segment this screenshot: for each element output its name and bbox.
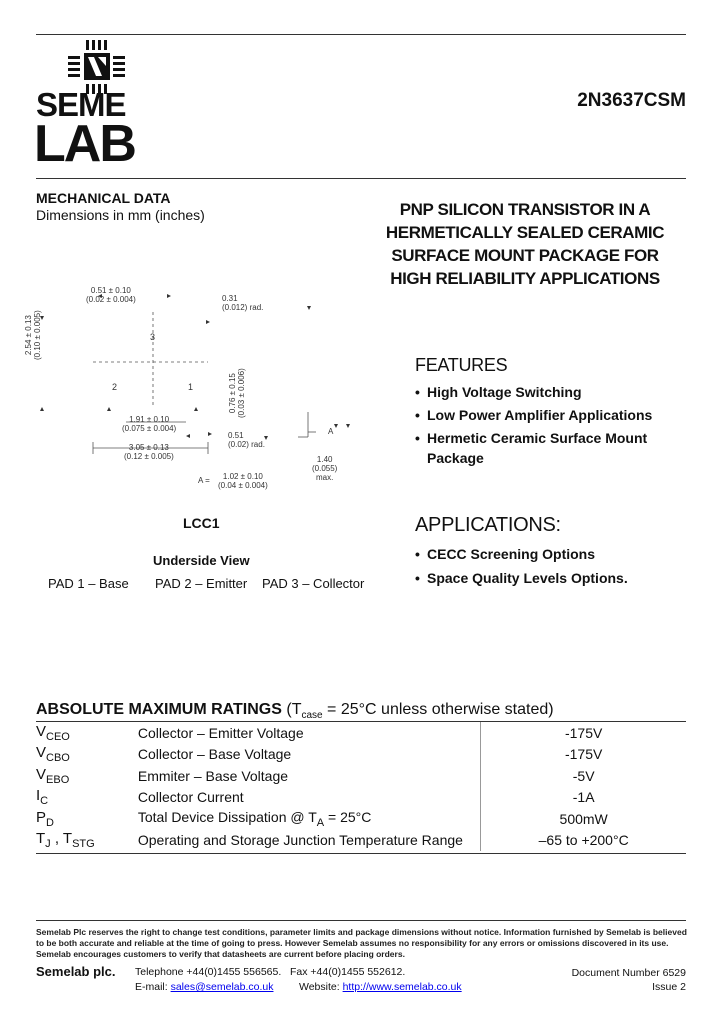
dim-value: (0.03 ± 0.006) bbox=[237, 368, 246, 418]
rating-value: –65 to +200°C bbox=[538, 832, 629, 849]
symbol: V bbox=[36, 765, 47, 783]
rating-symbol-cell bbox=[36, 830, 138, 852]
symbol2: , T bbox=[50, 830, 73, 848]
features-list bbox=[415, 384, 695, 446]
dim-value: 1.02 ± 0.10 bbox=[222, 472, 263, 481]
ratings-row bbox=[36, 722, 686, 744]
rating-description-cell bbox=[138, 744, 481, 766]
ratings-row bbox=[36, 744, 686, 766]
rating-description-cell bbox=[138, 808, 481, 830]
package-name: LCC1 bbox=[183, 515, 220, 531]
dim-value: 0.51 ± 0.10 bbox=[90, 286, 131, 295]
symbol: V bbox=[36, 744, 47, 762]
rating-value: 500mW bbox=[559, 810, 608, 827]
rating-description-cell bbox=[138, 765, 481, 787]
symbol2-sub: STG bbox=[72, 838, 95, 851]
rating-value-cell bbox=[481, 830, 686, 852]
ratings-row bbox=[36, 787, 686, 809]
header-rule bbox=[36, 178, 686, 179]
rating-description-cell bbox=[138, 722, 481, 744]
email-link[interactable]: sales@semelab.co.uk bbox=[170, 981, 274, 993]
symbol-sub: EBO bbox=[46, 773, 70, 786]
description-line: SURFACE MOUNT PACKAGE FOR bbox=[391, 246, 659, 265]
symbol: T bbox=[36, 830, 46, 848]
symbol-sub: CEO bbox=[46, 730, 70, 743]
rating-description-sub: A bbox=[316, 816, 325, 829]
symbol: I bbox=[36, 787, 41, 805]
pin-label: 3 bbox=[150, 332, 156, 342]
rating-symbol-cell bbox=[36, 808, 138, 830]
rating-description-cell bbox=[138, 830, 481, 852]
dim-value: 3.05 ± 0.13 bbox=[128, 443, 169, 452]
feature-item: • Hermetic Ceramic Surface Mount bbox=[415, 430, 695, 446]
rad-label: rad. bbox=[249, 303, 264, 312]
rating-description: Operating and Storage Junction Temperature Range bbox=[137, 832, 463, 849]
rating-symbol-cell bbox=[36, 744, 138, 766]
ratings-table bbox=[36, 722, 686, 851]
footer-rule bbox=[36, 920, 686, 921]
product-description bbox=[350, 198, 700, 290]
dim-value: (0.12 ± 0.005) bbox=[124, 452, 174, 461]
email-label: E-mail: bbox=[135, 981, 168, 993]
dim-label-vertical bbox=[228, 368, 246, 418]
ratings-row bbox=[36, 830, 686, 852]
rating-description: Collector – Emitter Voltage bbox=[137, 724, 304, 741]
rating-value-cell bbox=[481, 787, 686, 809]
rating-value-cell bbox=[481, 808, 686, 830]
rating-value: -1A bbox=[572, 789, 595, 806]
footer-disclaimer bbox=[36, 927, 696, 960]
dim-value: 2.54 ± 0.13 bbox=[24, 315, 33, 356]
symbol-sub: D bbox=[46, 816, 54, 829]
website-label: Website: bbox=[299, 981, 340, 993]
symbol-sub: CBO bbox=[46, 752, 70, 765]
mechanical-subtitle: Dimensions in mm (inches) bbox=[36, 207, 205, 223]
dim-value: max. bbox=[316, 473, 334, 482]
rating-description: Collector Current bbox=[137, 789, 244, 806]
logo-lab-text: LAB bbox=[34, 115, 135, 173]
rating-description: Emmiter – Base Voltage bbox=[137, 767, 289, 784]
disclaimer-line: Semelab Plc reserves the right to change test conditions, parameter limits and package dimensions without notice. Information furnished by Semelab is believed bbox=[36, 927, 687, 937]
description-line: HIGH RELIABILITY APPLICATIONS bbox=[390, 269, 660, 288]
ratings-header bbox=[36, 701, 554, 721]
part-number: 2N3637CSM bbox=[577, 90, 686, 111]
dim-value: (0.04 ± 0.004) bbox=[218, 481, 268, 490]
rating-symbol-cell bbox=[36, 722, 138, 744]
dim-value: 0.76 ± 0.15 bbox=[228, 373, 237, 414]
ratings-row bbox=[36, 765, 686, 787]
description-line: HERMETICALLY SEALED CERAMIC bbox=[385, 223, 665, 242]
dim-value: (0.02) bbox=[228, 440, 249, 449]
rating-value-cell bbox=[481, 744, 686, 766]
rating-description: Collector – Base Voltage bbox=[137, 746, 292, 763]
rating-symbol-cell bbox=[36, 787, 138, 809]
dim-label bbox=[222, 294, 263, 312]
rating-value: -175V bbox=[564, 746, 603, 763]
disclaimer-line: to be both accurate and reliable at the time of going to press. However Semelab assumes no responsibility for any errors or omissions discovered in its use. bbox=[36, 938, 669, 948]
features-title: FEATURES bbox=[415, 355, 508, 375]
company-name: Semelab plc. bbox=[36, 964, 116, 979]
dim-label bbox=[218, 472, 268, 490]
rating-value-cell bbox=[481, 722, 686, 744]
rating-value-cell bbox=[481, 765, 686, 787]
dim-value: (0.10 ± 0.005) bbox=[33, 310, 42, 360]
view-label: Underside View bbox=[153, 553, 250, 568]
mechanical-title: MECHANICAL DATA bbox=[36, 190, 171, 206]
rating-value: -175V bbox=[564, 724, 603, 741]
dim-value: (0.075 ± 0.004) bbox=[122, 424, 177, 433]
applications-list bbox=[415, 546, 695, 586]
application-item: • CECC Screening Options bbox=[415, 546, 695, 562]
feature-item: • High Voltage Switching bbox=[415, 384, 695, 400]
rating-description-post: = 25°C bbox=[324, 808, 372, 825]
dim-label bbox=[124, 443, 174, 461]
ratings-row bbox=[36, 808, 686, 830]
pad-label: PAD 1 – Base bbox=[48, 576, 129, 591]
ratings-cond-sub: case bbox=[301, 710, 323, 722]
dim-label bbox=[122, 415, 176, 433]
pin-label: 2 bbox=[112, 382, 118, 392]
dim-value: 0.51 bbox=[228, 431, 244, 440]
website-row bbox=[299, 981, 462, 993]
ratings-cond-pre: (T bbox=[286, 701, 302, 718]
semelab-logo bbox=[34, 38, 158, 173]
dim-a-equals: A = bbox=[198, 476, 210, 485]
ratings-cond-post: = 25°C unless otherwise stated) bbox=[322, 701, 554, 718]
logo-seme-text: SEME bbox=[36, 86, 126, 123]
description-line: PNP SILICON TRANSISTOR IN A bbox=[399, 200, 651, 219]
email-row bbox=[135, 981, 273, 993]
dim-value: 1.40 bbox=[316, 455, 333, 464]
document-number: Document Number 6529 bbox=[571, 967, 686, 979]
pad-label: PAD 3 – Collector bbox=[262, 576, 365, 591]
ratings-bottom-rule bbox=[36, 853, 686, 854]
symbol-sub: C bbox=[40, 795, 49, 808]
top-rule bbox=[36, 34, 686, 35]
issue-number: Issue 2 bbox=[652, 981, 686, 993]
dim-a-label: A bbox=[328, 427, 334, 436]
rating-symbol-cell bbox=[36, 765, 138, 787]
rad-label: rad. bbox=[251, 440, 265, 449]
dim-label-vertical bbox=[24, 310, 42, 360]
dim-label bbox=[312, 455, 337, 482]
rating-description: Total Device Dissipation @ T bbox=[137, 808, 317, 825]
symbol: V bbox=[36, 722, 47, 740]
pad-label: PAD 2 – Emitter bbox=[155, 576, 248, 591]
dim-value: 0.31 bbox=[222, 294, 238, 303]
applications-title: APPLICATIONS: bbox=[415, 514, 561, 536]
rating-value: -5V bbox=[572, 767, 595, 784]
symbol: P bbox=[36, 808, 47, 826]
pin-label: 1 bbox=[188, 382, 194, 392]
dim-value: 1.91 ± 0.10 bbox=[129, 415, 170, 424]
dim-value: (0.055) bbox=[312, 464, 338, 473]
dim-value: (0.02 ± 0.004) bbox=[86, 295, 136, 304]
rating-description-cell bbox=[138, 787, 481, 809]
disclaimer-line: Semelab encourages customers to verify that datasheets are current before placing orders. bbox=[36, 949, 405, 959]
dim-value: (0.012) bbox=[222, 303, 248, 312]
dim-label bbox=[228, 431, 265, 449]
symbol-sub: J bbox=[45, 838, 51, 851]
dim-label bbox=[86, 286, 136, 304]
ratings-title: ABSOLUTE MAXIMUM RATINGS bbox=[36, 701, 282, 718]
telephone-fax: Telephone +44(0)1455 556565. Fax +44(0)1455 552612. bbox=[135, 966, 406, 978]
website-link[interactable]: http://www.semelab.co.uk bbox=[342, 981, 462, 993]
feature-item-continuation: Package bbox=[427, 450, 484, 466]
application-item: • Space Quality Levels Options. bbox=[415, 570, 695, 586]
feature-item: • Low Power Amplifier Applications bbox=[415, 407, 695, 423]
